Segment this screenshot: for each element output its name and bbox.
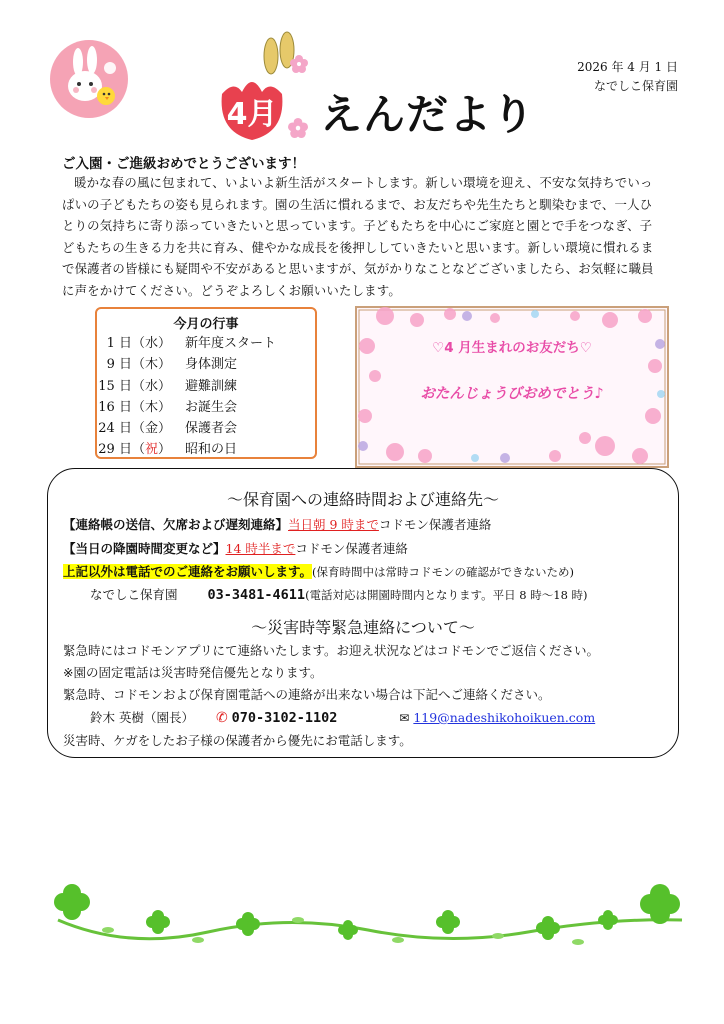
event-row	[97, 333, 315, 354]
event-row	[97, 354, 315, 375]
deadline-text: 当日朝 9 時まで	[288, 517, 379, 532]
disaster-heading: ～災害時等緊急連絡について～	[251, 618, 475, 637]
event-row	[97, 439, 315, 460]
clover-vine-decoration	[48, 880, 692, 960]
event-date: 16 日（木）	[98, 399, 171, 415]
month-tulip-badge	[212, 72, 292, 144]
director-phone-number[interactable]: 070-3102-1102	[231, 710, 338, 726]
deadline-text: 14 時半まで	[225, 541, 296, 556]
contact-line-notebook: 【連絡帳の送信、欠席および遅刻連絡】当日朝 9 時までコドモン保護者連絡	[63, 517, 492, 532]
event-name: 避難訓練	[185, 378, 238, 394]
cherry-blossom-icon	[288, 118, 308, 138]
events-list	[97, 333, 315, 461]
director-email-link[interactable]: 119@nadeshikohoikuen.com	[413, 710, 596, 725]
highlighted-notice: 上記以外は電話でのご連絡をお願いします。	[63, 564, 313, 579]
event-date: 1 日（水）	[106, 336, 171, 351]
contact-heading: ～保育園への連絡時間および連絡先～	[226, 490, 499, 509]
event-name: 身体測定	[185, 357, 238, 373]
event-date: 29 日（祝）	[98, 442, 171, 458]
contact-line-school-phone: なでしこ保育園 03-3481-4611(電話対応は開園時間内となります。平日 8 時～18 時)	[90, 587, 588, 603]
birthday-card	[355, 306, 669, 468]
newsletter-title: えんだより	[320, 90, 536, 139]
greeting-heading: ご入園・ご進級おめでとうございます！	[62, 156, 305, 172]
contact-line-phone-request: 上記以外は電話でのご連絡をお願いします。(保育時間中は常時コドモンの確認ができないため)	[63, 564, 574, 579]
event-row	[97, 418, 315, 439]
disaster-line: 緊急時、コドモンおよび保育園電話への連絡が出来ない場合は下記へご連絡ください。	[63, 687, 551, 702]
event-row	[97, 397, 315, 418]
event-name: お誕生会	[185, 399, 238, 415]
disaster-line: ※園の固定電話は災害時発信優先となります。	[63, 665, 323, 680]
cherry-blossom-icon	[290, 55, 308, 73]
events-title: 今月の行事	[173, 317, 239, 332]
event-name: 新年度スタート	[185, 336, 277, 351]
rabbit-chick-illustration	[50, 40, 128, 118]
event-name: 昭和の日	[185, 442, 238, 458]
school-name: なでしこ保育園	[593, 79, 678, 93]
disaster-line: 災害時、ケガをしたお子様の保護者から優先にお電話します。	[63, 733, 412, 748]
contact-line-pickup: 【当日の降園時間変更など】14 時半までコドモン保護者連絡	[63, 541, 408, 556]
events-box	[95, 307, 317, 459]
mail-icon: ✉	[399, 711, 410, 725]
phone-icon: ✆	[215, 710, 228, 726]
event-name: 保護者会	[185, 421, 238, 437]
birthday-message: おたんじょうびおめでとう♪	[420, 386, 604, 402]
event-date: 9 日（木）	[106, 357, 171, 373]
director-name: 鈴木 英樹（園長）	[90, 710, 194, 725]
issue-date-block	[560, 58, 678, 96]
disaster-line: 緊急時にはコドモンアプリにて連絡いたします。お迎え状況などはコドモンでご返信ください。	[63, 643, 600, 658]
contact-box	[47, 468, 679, 758]
issue-date: 2026 年 4 月 1 日	[577, 60, 678, 74]
intro-paragraph: 暖かな春の風に包まれて、いよいよ新生活がスタートします。新しい環境を迎え、不安な気持ちでいっぱいの子どもたちの姿も見られます。園の生活に慣れるまで、お友だちや先生たちと馴染むまで、一人ひとりの気持ちに寄り添っていきたいと思っています。子どもたちを中心にご家庭と園とで手をつなぎ、子どもたちの生きる力を共に育み、健やかな成長を後押ししていきたいと思います。新しい環境に慣れるまで保護者の皆様にも疑問や不安があると思いますが、気がかりなことなどございましたら、お気軽に職員に声をかけてください。どうぞよろしくお願いいたします。	[62, 175, 654, 298]
month-label: 4月	[226, 97, 278, 132]
school-phone-number[interactable]: 03-3481-4611	[207, 587, 306, 603]
holiday-marker: 祝	[144, 442, 158, 458]
event-row	[97, 376, 315, 397]
event-date: 24 日（金）	[98, 421, 171, 437]
birthday-heading: ♡4 月生まれのお友だち♡	[432, 340, 592, 356]
director-contact	[90, 708, 595, 726]
event-date: 15 日（水）	[98, 378, 171, 394]
